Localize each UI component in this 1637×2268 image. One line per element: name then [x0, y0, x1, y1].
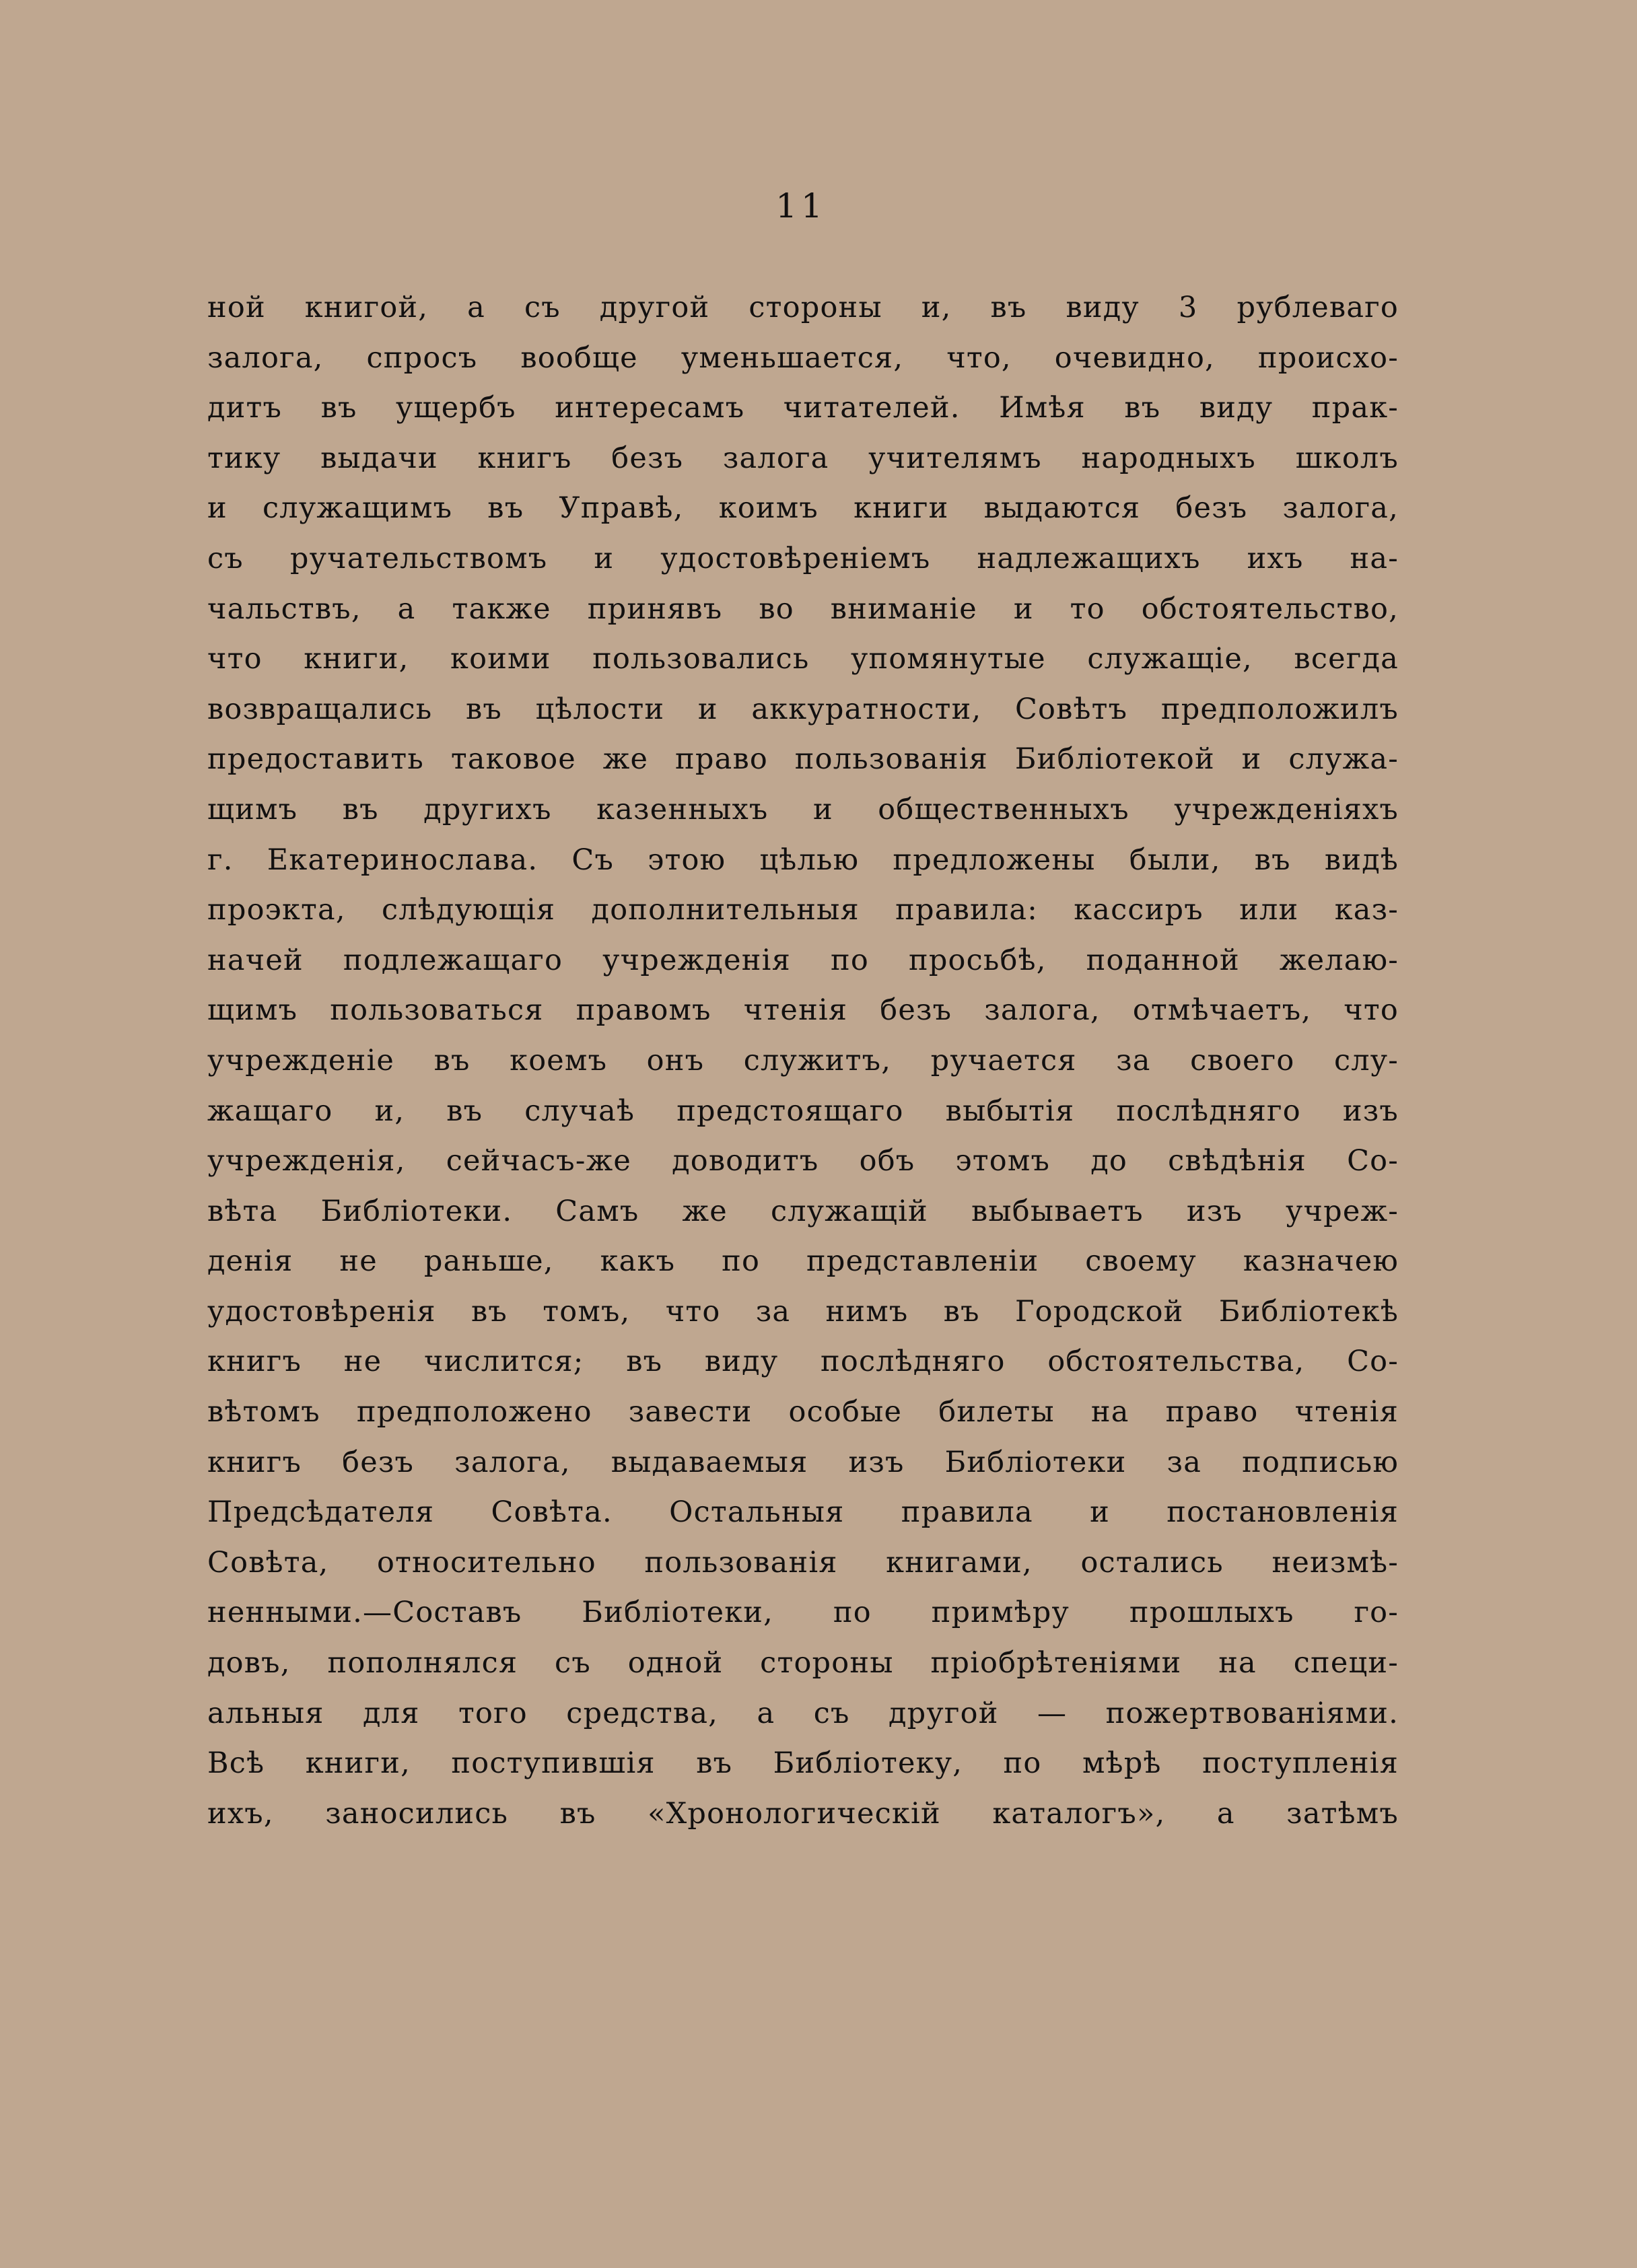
text-line: щимъ въ другихъ казенныхъ и общественныхъ учрежденіяхъ	[207, 792, 1399, 826]
text-line: залога, спросъ вообще уменьшается, что, очевидно, происхо-	[207, 341, 1399, 375]
text-line: книгъ безъ залога, выдаваемыя изъ Библіотеки за подписью	[207, 1445, 1399, 1479]
text-line: книгъ не числится; въ виду послѣдняго обстоятельства, Со-	[207, 1345, 1399, 1379]
text-line: жащаго и, въ случаѣ предстоящаго выбытія послѣдняго изъ	[207, 1094, 1399, 1128]
text-line: щимъ пользоваться правомъ чтенія безъ залога, отмѣчаетъ, что	[207, 993, 1399, 1028]
text-line: учрежденіе въ коемъ онъ служитъ, ручается за своего слу-	[207, 1043, 1399, 1077]
text-line: возвращались въ цѣлости и аккуратности, Совѣтъ предположилъ	[207, 692, 1399, 726]
text-line: денія не раньше, какъ по представленіи своему казначею	[207, 1244, 1399, 1279]
text-line: учрежденія, сейчасъ-же доводитъ объ этомъ до свѣдѣнія Со-	[207, 1144, 1399, 1178]
text-line: тику выдачи книгъ безъ залога учителямъ народныхъ школъ	[207, 441, 1399, 475]
text-line: альныя для того средства, а съ другой — пожертвованіями.	[207, 1696, 1399, 1730]
text-line: ной книгой, а съ другой стороны и, въ виду 3 рублеваго	[207, 291, 1399, 324]
text-line: дитъ въ ущербъ интересамъ читателей. Имѣя въ виду прак-	[207, 391, 1399, 425]
page-number: 11	[775, 186, 827, 225]
text-line: начей подлежащаго учрежденія по просьбѣ, поданной желаю-	[207, 943, 1399, 977]
text-line: проэкта, слѣдующія дополнительныя правила: кассиръ или каз-	[207, 893, 1399, 927]
text-line: съ ручательствомъ и удостовѣреніемъ надлежащихъ ихъ на-	[207, 541, 1399, 575]
text-line: удостовѣренія въ томъ, что за нимъ въ Городской Библіотекѣ	[207, 1294, 1399, 1328]
text-line: что книги, коими пользовались упомянутые служащіе, всегда	[207, 642, 1399, 676]
text-line: г. Екатеринослава. Съ этою цѣлью предложены были, въ видѣ	[207, 843, 1399, 877]
text-line: вѣтомъ предположено завести особые билеты на право чтенія	[207, 1395, 1399, 1429]
text-line: вѣта Библіотеки. Самъ же служащій выбываетъ изъ учреж-	[207, 1194, 1399, 1228]
text-line: Всѣ книги, поступившія въ Библіотеку, по мѣрѣ поступленія	[207, 1746, 1399, 1781]
text-line: ихъ, заносились въ «Хронологическій каталогъ», а затѣмъ	[207, 1796, 1399, 1831]
text-line: довъ, пополнялся съ одной стороны пріобрѣтеніями на специ-	[207, 1646, 1399, 1680]
text-line: ненными.—Составъ Библіотеки, по примѣру прошлыхъ го-	[207, 1596, 1399, 1630]
text-line: предоставить таковое же право пользованія Библіотекой и служа-	[207, 742, 1399, 777]
text-line: и служащимъ въ Управѣ, коимъ книги выдаются безъ залога,	[207, 491, 1399, 526]
text-line: Совѣта, относительно пользованія книгами, остались неизмѣ-	[207, 1545, 1399, 1580]
text-line: чальствъ, а также принявъ во вниманіе и то обстоятельство,	[207, 592, 1399, 626]
body-text	[207, 283, 1399, 1839]
text-line: Предсѣдателя Совѣта. Остальныя правила и постановленія	[207, 1495, 1399, 1530]
